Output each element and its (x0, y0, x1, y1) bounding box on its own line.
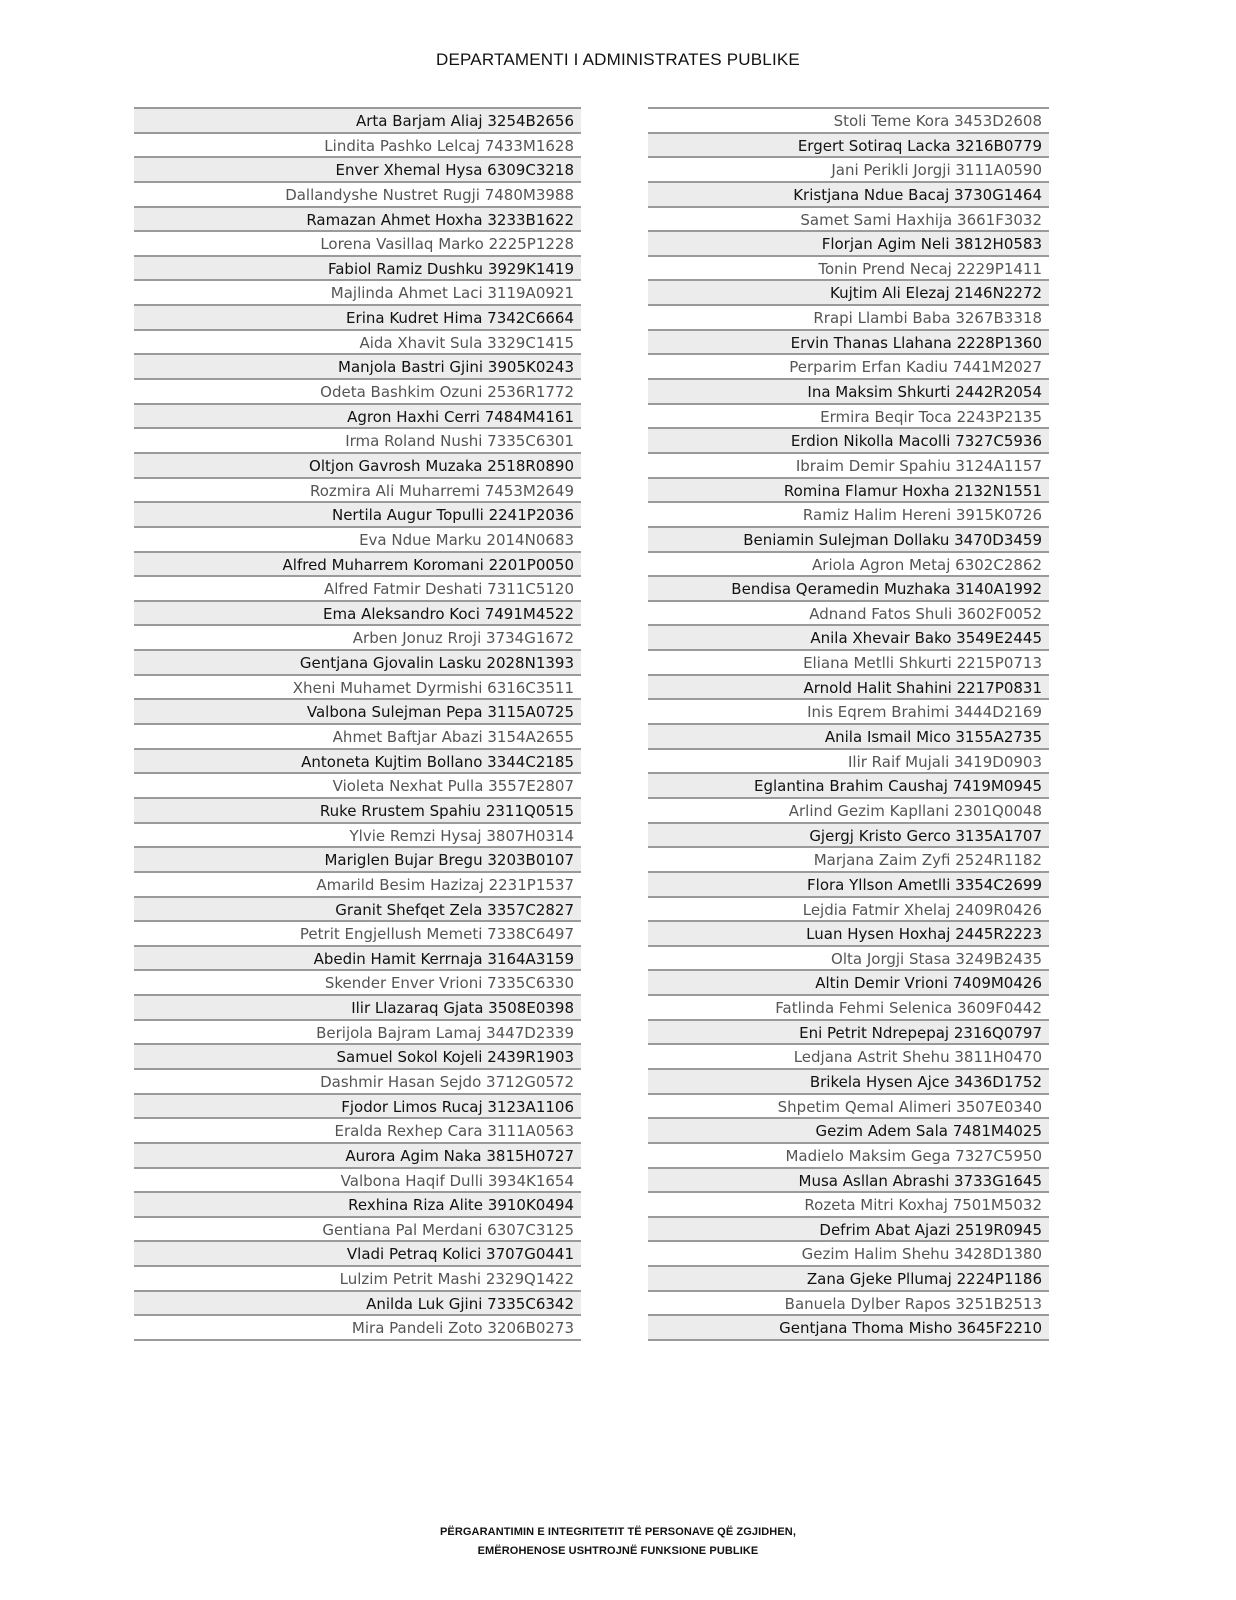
list-item: Anila Xhevair Bako 3549E2445 (648, 626, 1049, 651)
list-item: Oltjon Gavrosh Muzaka 2518R0890 (134, 454, 581, 479)
list-item: Mariglen Bujar Bregu 3203B0107 (134, 848, 581, 873)
list-item: Lulzim Petrit Mashi 2329Q1422 (134, 1267, 581, 1292)
list-item: Xheni Muhamet Dyrmishi 6316C3511 (134, 676, 581, 701)
list-item: Gentiana Pal Merdani 6307C3125 (134, 1218, 581, 1243)
list-item: Kujtim Ali Elezaj 2146N2272 (648, 281, 1049, 306)
list-item: Olta Jorgji Stasa 3249B2435 (648, 947, 1049, 972)
list-item: Eni Petrit Ndrepepaj 2316Q0797 (648, 1021, 1049, 1046)
list-item: Ina Maksim Shkurti 2442R2054 (648, 380, 1049, 405)
list-item: Dashmir Hasan Sejdo 3712G0572 (134, 1070, 581, 1095)
list-item: Violeta Nexhat Pulla 3557E2807 (134, 774, 581, 799)
list-item: Nertila Augur Topulli 2241P2036 (134, 503, 581, 528)
footer-line-1: PËRGARANTIMIN E INTEGRITETIT TË PERSONAVE QË ZGJIDHEN, (439, 1526, 796, 1538)
list-item: Samuel Sokol Kojeli 2439R1903 (134, 1045, 581, 1070)
list-item: Eva Ndue Marku 2014N0683 (134, 528, 581, 553)
list-item: Rozmira Ali Muharremi 7453M2649 (134, 479, 581, 504)
list-item: Mira Pandeli Zoto 3206B0273 (134, 1316, 581, 1341)
list-item: Beniamin Sulejman Dollaku 3470D3459 (648, 528, 1049, 553)
list-item: Stoli Teme Kora 3453D2608 (648, 109, 1049, 134)
list-item: Fatlinda Fehmi Selenica 3609F0442 (648, 996, 1049, 1021)
list-item: Irma Roland Nushi 7335C6301 (134, 429, 581, 454)
list-item: Eliana Metlli Shkurti 2215P0713 (648, 651, 1049, 676)
list-item: Lindita Pashko Lelcaj 7433M1628 (134, 134, 581, 159)
list-item: Lejdia Fatmir Xhelaj 2409R0426 (648, 898, 1049, 923)
list-item: Arta Barjam Aliaj 3254B2656 (134, 109, 581, 134)
list-item: Erdion Nikolla Macolli 7327C5936 (648, 429, 1049, 454)
list-item: Adnand Fatos Shuli 3602F0052 (648, 602, 1049, 627)
list-item: Eglantina Brahim Caushaj 7419M0945 (648, 774, 1049, 799)
list-item: Ilir Raif Mujali 3419D0903 (648, 750, 1049, 775)
list-item: Rexhina Riza Alite 3910K0494 (134, 1193, 581, 1218)
list-item: Arlind Gezim Kapllani 2301Q0048 (648, 799, 1049, 824)
list-item: Anila Ismail Mico 3155A2735 (648, 725, 1049, 750)
list-item: Musa Asllan Abrashi 3733G1645 (648, 1169, 1049, 1194)
list-item: Ariola Agron Metaj 6302C2862 (648, 553, 1049, 578)
list-item: Fjodor Limos Rucaj 3123A1106 (134, 1095, 581, 1120)
list-item: Alfred Fatmir Deshati 7311C5120 (134, 577, 581, 602)
list-item: Shpetim Qemal Alimeri 3507E0340 (648, 1095, 1049, 1120)
list-item: Granit Shefqet Zela 3357C2827 (134, 898, 581, 923)
list-item: Enver Xhemal Hysa 6309C3218 (134, 158, 581, 183)
list-item: Ramazan Ahmet Hoxha 3233B1622 (134, 208, 581, 233)
list-item: Valbona Sulejman Pepa 3115A0725 (134, 700, 581, 725)
list-item: Skender Enver Vrioni 7335C6330 (134, 971, 581, 996)
list-item: Arben Jonuz Rroji 3734G1672 (134, 626, 581, 651)
list-item: Ilir Llazaraq Gjata 3508E0398 (134, 996, 581, 1021)
list-item: Ibraim Demir Spahiu 3124A1157 (648, 454, 1049, 479)
list-item: Florjan Agim Neli 3812H0583 (648, 232, 1049, 257)
list-item: Brikela Hysen Ajce 3436D1752 (648, 1070, 1049, 1095)
list-item: Lorena Vasillaq Marko 2225P1228 (134, 232, 581, 257)
list-item: Ramiz Halim Hereni 3915K0726 (648, 503, 1049, 528)
list-item: Banuela Dylber Rapos 3251B2513 (648, 1292, 1049, 1317)
list-item: Eralda Rexhep Cara 3111A0563 (134, 1119, 581, 1144)
list-item: Aurora Agim Naka 3815H0727 (134, 1144, 581, 1169)
list-item: Petrit Engjellush Memeti 7338C6497 (134, 922, 581, 947)
list-item: Majlinda Ahmet Laci 3119A0921 (134, 281, 581, 306)
list-item: Ledjana Astrit Shehu 3811H0470 (648, 1045, 1049, 1070)
list-item: Arnold Halit Shahini 2217P0831 (648, 676, 1049, 701)
list-item: Amarild Besim Hazizaj 2231P1537 (134, 873, 581, 898)
list-item: Ergert Sotiraq Lacka 3216B0779 (648, 134, 1049, 159)
footer-line-2: EMËROHENOSE USHTROJNË FUNKSIONE PUBLIKE (477, 1545, 759, 1557)
list-item: Gezim Adem Sala 7481M4025 (648, 1119, 1049, 1144)
list-item: Antoneta Kujtim Bollano 3344C2185 (134, 750, 581, 775)
list-item: Dallandyshe Nustret Rugji 7480M3988 (134, 183, 581, 208)
list-item: Altin Demir Vrioni 7409M0426 (648, 971, 1049, 996)
list-item: Perparim Erfan Kadiu 7441M2027 (648, 355, 1049, 380)
list-item: Gentjana Thoma Misho 3645F2210 (648, 1316, 1049, 1341)
list-item: Rrapi Llambi Baba 3267B3318 (648, 306, 1049, 331)
list-item: Rozeta Mitri Koxhaj 7501M5032 (648, 1193, 1049, 1218)
list-item: Kristjana Ndue Bacaj 3730G1464 (648, 183, 1049, 208)
list-item: Madielo Maksim Gega 7327C5950 (648, 1144, 1049, 1169)
list-item: Tonin Prend Necaj 2229P1411 (648, 257, 1049, 282)
list-item: Flora Yllson Ametlli 3354C2699 (648, 873, 1049, 898)
list-item: Gjergj Kristo Gerco 3135A1707 (648, 824, 1049, 849)
list-item: Ylvie Remzi Hysaj 3807H0314 (134, 824, 581, 849)
list-item: Defrim Abat Ajazi 2519R0945 (648, 1218, 1049, 1243)
left-name-list (134, 107, 581, 1341)
list-item: Luan Hysen Hoxhaj 2445R2223 (648, 922, 1049, 947)
list-item: Vladi Petraq Kolici 3707G0441 (134, 1242, 581, 1267)
list-item: Abedin Hamit Kerrnaja 3164A3159 (134, 947, 581, 972)
list-item: Berijola Bajram Lamaj 3447D2339 (134, 1021, 581, 1046)
list-item: Jani Perikli Jorgji 3111A0590 (648, 158, 1049, 183)
list-item: Ermira Beqir Toca 2243P2135 (648, 405, 1049, 430)
right-name-list (648, 107, 1049, 1341)
list-item: Erina Kudret Hima 7342C6664 (134, 306, 581, 331)
list-item: Gezim Halim Shehu 3428D1380 (648, 1242, 1049, 1267)
list-item: Aida Xhavit Sula 3329C1415 (134, 331, 581, 356)
list-item: Samet Sami Haxhija 3661F3032 (648, 208, 1049, 233)
list-item: Ahmet Baftjar Abazi 3154A2655 (134, 725, 581, 750)
list-item: Valbona Haqif Dulli 3934K1654 (134, 1169, 581, 1194)
list-item: Alfred Muharrem Koromani 2201P0050 (134, 553, 581, 578)
list-item: Odeta Bashkim Ozuni 2536R1772 (134, 380, 581, 405)
list-item: Ruke Rrustem Spahiu 2311Q0515 (134, 799, 581, 824)
footer (0, 1523, 1236, 1561)
list-item: Fabiol Ramiz Dushku 3929K1419 (134, 257, 581, 282)
list-item: Inis Eqrem Brahimi 3444D2169 (648, 700, 1049, 725)
list-item: Ervin Thanas Llahana 2228P1360 (648, 331, 1049, 356)
list-item: Gentjana Gjovalin Lasku 2028N1393 (134, 651, 581, 676)
list-item: Marjana Zaim Zyfi 2524R1182 (648, 848, 1049, 873)
list-item: Bendisa Qeramedin Muzhaka 3140A1992 (648, 577, 1049, 602)
list-item: Romina Flamur Hoxha 2132N1551 (648, 479, 1049, 504)
list-item: Zana Gjeke Pllumaj 2224P1186 (648, 1267, 1049, 1292)
list-item: Manjola Bastri Gjini 3905K0243 (134, 355, 581, 380)
list-item: Agron Haxhi Cerri 7484M4161 (134, 405, 581, 430)
list-item: Anilda Luk Gjini 7335C6342 (134, 1292, 581, 1317)
list-item: Ema Aleksandro Koci 7491M4522 (134, 602, 581, 627)
page-title: DEPARTAMENTI I ADMINISTRATES PUBLIKE (436, 50, 800, 69)
